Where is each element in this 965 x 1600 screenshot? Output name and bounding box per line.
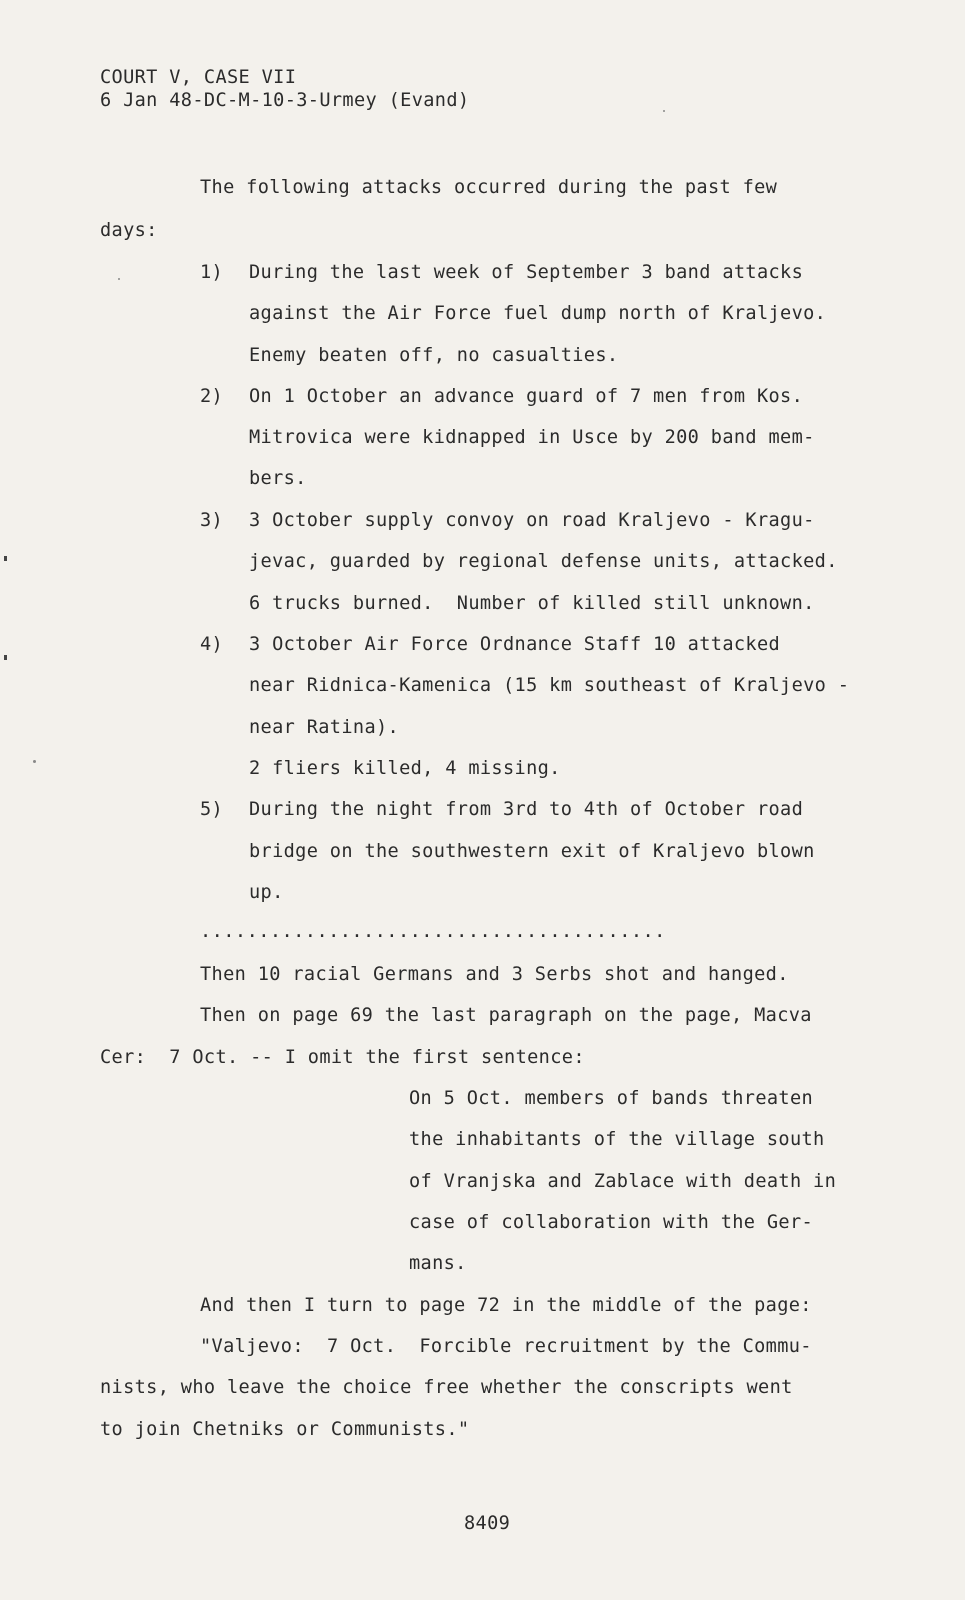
scan-edge-mark <box>4 655 7 660</box>
list-item-number: 5) <box>200 799 224 820</box>
paragraph-line: nists, who leave the choice free whether the conscripts went <box>100 1377 793 1398</box>
paragraph-line: Cer: 7 Oct. -- I omit the first sentence: <box>100 1047 585 1068</box>
list-item-line: jevac, guarded by regional defense units, attacked. <box>249 551 838 572</box>
list-item-number: 4) <box>200 634 224 655</box>
header-court-case: COURT V, CASE VII <box>100 67 297 88</box>
paragraph-line: Then on page 69 the last paragraph on the page, Macva <box>200 1005 812 1026</box>
page-number: 8409 <box>464 1513 511 1534</box>
paragraph-line: "Valjevo: 7 Oct. Forcible recruitment by the Commu- <box>200 1336 812 1357</box>
list-item-line: near Ridnica-Kamenica (15 km southeast of Kraljevo - <box>249 675 850 696</box>
intro-line-2: days: <box>100 220 158 241</box>
list-item-line: against the Air Force fuel dump north of Kraljevo. <box>249 303 827 324</box>
list-item-number: 2) <box>200 386 224 407</box>
list-item-line: During the last week of September 3 band attacks <box>249 262 804 283</box>
paragraph-line: Then 10 racial Germans and 3 Serbs shot and hanged. <box>200 964 789 985</box>
list-item-line: 3 October Air Force Ordnance Staff 10 attacked <box>249 634 781 655</box>
list-item-line: During the night from 3rd to 4th of October road <box>249 799 804 820</box>
paragraph-line: And then I turn to page 72 in the middle of the page: <box>200 1295 812 1316</box>
quote-line: the inhabitants of the village south <box>409 1129 825 1150</box>
list-item-number: 1) <box>200 262 224 283</box>
list-item-number: 3) <box>200 510 224 531</box>
list-item-line: 3 October supply convoy on road Kraljevo - Kragu- <box>249 510 815 531</box>
header-date-code: 6 Jan 48-DC-M-10-3-Urmey (Evand) <box>100 90 470 111</box>
list-item-line: bers. <box>249 468 307 489</box>
list-item-line: On 1 October an advance guard of 7 men from Kos. <box>249 386 804 407</box>
quote-line: case of collaboration with the Ger- <box>409 1212 814 1233</box>
quote-line: On 5 Oct. members of bands threaten <box>409 1088 814 1109</box>
list-item-line: near Ratina). <box>249 717 400 738</box>
scan-speck <box>118 278 120 280</box>
list-item-line: 6 trucks burned. Number of killed still unknown. <box>249 593 815 614</box>
dotted-separator: ........................................ <box>200 921 666 942</box>
list-item-line: bridge on the southwestern exit of Kraljevo blown <box>249 841 815 862</box>
quote-line: mans. <box>409 1253 467 1274</box>
list-item-line: up. <box>249 882 284 903</box>
list-item-line: 2 fliers killed, 4 missing. <box>249 758 561 779</box>
scan-speck <box>663 110 665 112</box>
paragraph-line: to join Chetniks or Communists." <box>100 1419 470 1440</box>
quote-line: of Vranjska and Zablace with death in <box>409 1171 837 1192</box>
intro-line-1: The following attacks occurred during the past few <box>200 177 778 198</box>
list-item-line: Mitrovica were kidnapped in Usce by 200 band mem- <box>249 427 815 448</box>
scan-edge-mark <box>4 556 7 561</box>
list-item-line: Enemy beaten off, no casualties. <box>249 345 619 366</box>
scan-speck <box>33 760 36 763</box>
